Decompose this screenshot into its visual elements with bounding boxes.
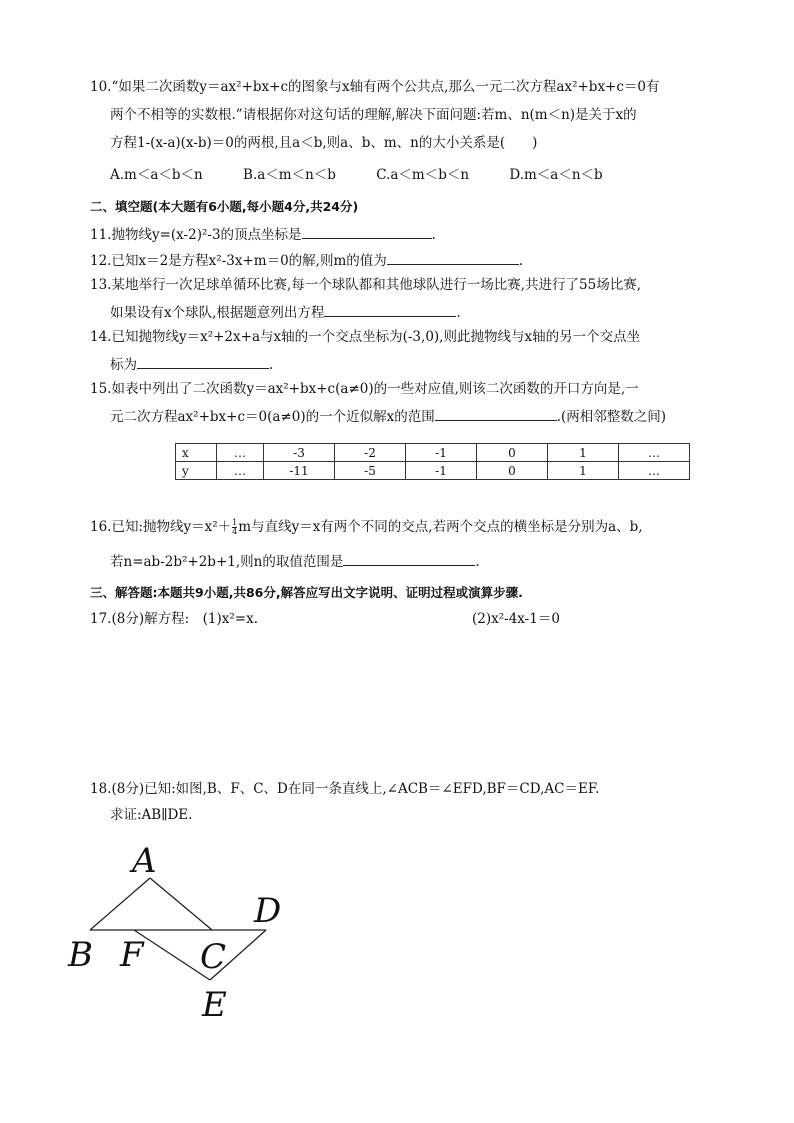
q11-period: . — [431, 227, 436, 243]
table-cell: 1 — [548, 444, 619, 462]
q14-period: . — [269, 357, 274, 373]
q12 — [90, 250, 523, 270]
q14-text: 标为 — [110, 357, 137, 373]
table-cell: -2 — [335, 444, 406, 462]
q16-text: 若n=ab-2b²+2b+1,则n的取值范围是 — [110, 554, 344, 570]
q15-value-table — [175, 443, 690, 480]
table-cell: -1 — [406, 444, 477, 462]
q15-line1: 15.如表中列出了二次函数y＝ax²+bx+c(a≠0)的一些对应值,则该二次函数的开口方向是,一 — [90, 381, 639, 397]
table-cell: 1 — [548, 462, 619, 480]
q11-answer-blank[interactable] — [302, 224, 432, 239]
table-row-y — [176, 462, 690, 480]
q10-option-b: B.a＜m＜n＜b — [243, 167, 336, 183]
q12-period: . — [518, 253, 524, 269]
q16-period: . — [475, 554, 480, 570]
q15-text: 元二次方程ax²+bx+c＝0(a≠0)的一个近似解x的范围 — [110, 409, 435, 425]
q10-option-d: D.m＜a＜n＜b — [509, 167, 603, 183]
q13-period: . — [456, 305, 461, 321]
fraction-numerator: 1 — [232, 518, 238, 527]
q16-line2 — [110, 551, 480, 571]
table-cell: -5 — [335, 462, 406, 480]
q15-answer-blank[interactable] — [435, 406, 557, 421]
q10-option-a: A.m＜a＜b＜n — [110, 167, 203, 183]
q14-answer-blank[interactable] — [137, 354, 269, 369]
table-row-x — [176, 444, 690, 462]
point-label-c: C — [200, 937, 227, 977]
q10-options — [110, 166, 639, 184]
table-header-y: y — [176, 462, 217, 480]
point-label-d: D — [254, 891, 282, 931]
segment-ac — [150, 878, 212, 930]
q16-answer-blank[interactable] — [343, 551, 475, 566]
q10-line1: 10.“如果二次函数y＝ax²+bx+c的图象与x轴有两个公共点,那么一元二次方程ax²+bx+c＝0有 — [90, 79, 660, 95]
q18-line1: 18.(8分)已知:如图,B、F、C、D在同一条直线上,∠ACB＝∠EFD,BF＝CD,AC＝EF. — [90, 781, 600, 797]
section3-heading: 三、解答题:本题共9小题,共86分,解答应写出文字说明、证明过程或演算步骤. — [90, 585, 523, 600]
q10-option-c: C.a＜m＜b＜n — [376, 167, 470, 183]
table-cell: 0 — [477, 462, 548, 480]
section2-heading: 二、填空题(本大题有6小题,每小题4分,共24分) — [90, 199, 359, 214]
segment-ab — [90, 878, 150, 930]
q11-text: 11.抛物线y=(x-2)²-3的顶点坐标是 — [90, 227, 302, 243]
q18-line2: 求证:AB∥DE. — [110, 807, 193, 823]
q13-line2 — [110, 302, 461, 322]
q12-text: 12.已知x＝2是方程x²-3x+m＝0的解,则m的值为 — [90, 253, 387, 269]
table-cell: -11 — [264, 462, 335, 480]
table-cell: -3 — [264, 444, 335, 462]
fraction-denominator: 4 — [232, 527, 238, 536]
q14-line2 — [110, 354, 273, 374]
q11 — [90, 224, 436, 244]
q16-line1 — [90, 518, 643, 536]
q10-line3: 方程1-(x-a)(x-b)＝0的两根,且a＜b,则a、b、m、n的大小关系是( ) — [110, 135, 538, 151]
q12-answer-blank[interactable] — [387, 250, 519, 265]
table-cell: … — [217, 444, 264, 462]
q17-part2: (2)x²-4x-1＝0 — [472, 611, 560, 627]
q15-line2 — [110, 406, 666, 426]
q13-text: 如果设有x个球队,根据题意列出方程 — [110, 305, 325, 321]
q13-answer-blank[interactable] — [324, 302, 456, 317]
table-cell: 0 — [477, 444, 548, 462]
segment-fe — [134, 930, 210, 980]
q17-part1: 17.(8分)解方程: (1)x²=x. — [90, 611, 259, 627]
q14-line1: 14.已知抛物线y＝x²+2x+a与x轴的一个交点坐标为(-3,0),则此抛物线与x轴的另一个交点坐 — [90, 329, 641, 345]
point-label-e: E — [202, 985, 227, 1025]
point-label-b: B — [68, 935, 93, 975]
table-header-x: x — [176, 444, 217, 462]
q13-line1: 13.某地举行一次足球单循环比赛,每一个球队都和其他球队进行一场比赛,共进行了55场比赛, — [90, 277, 642, 293]
q16-text-a: 16.已知:抛物线y＝x²＋ — [90, 519, 232, 535]
table-cell: … — [217, 462, 264, 480]
table-cell: … — [619, 444, 690, 462]
q10-line2: 两个不相等的实数根.”请根据你对这句话的理解,解决下面问题:若m、n(m＜n)是关于x的 — [110, 107, 637, 123]
point-label-f: F — [120, 935, 144, 975]
geometry-figure — [60, 840, 300, 1030]
q15-text-end: .(两相邻整数之间) — [556, 409, 667, 425]
q16-text-b: m与直线y＝x有两个不同的交点,若两个交点的横坐标是分别为a、b, — [238, 519, 643, 535]
table-cell: … — [619, 462, 690, 480]
q16-fraction — [232, 519, 237, 536]
table-cell: -1 — [406, 462, 477, 480]
point-label-a: A — [132, 841, 157, 881]
